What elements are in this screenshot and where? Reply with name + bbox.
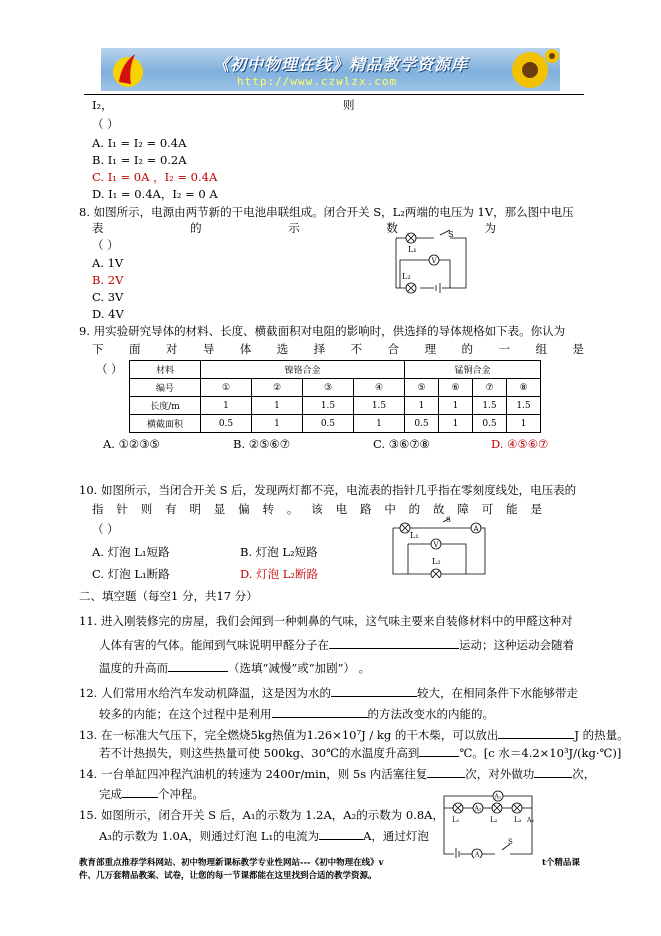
q15-fig-label-a3: A₃ [527,817,534,824]
q7-option-d: D. I₁ = 0.4A，I₂ = 0 A [92,187,218,201]
q15-fig-label-l1: L₁ [452,816,460,824]
table-cell: ⑧ [507,379,541,397]
q15-fig-label-l3: L₃ [514,816,522,824]
table-row [130,415,541,433]
q10-option-a: A. 灯泡 L₁短路 [92,545,170,559]
table-cell: ⑥ [439,379,473,397]
q14-line2: 完成 个冲程。 [99,787,204,801]
table-cell: 0.5 [405,415,439,433]
table-cell: 1.5 [354,397,405,415]
q12-blank-1[interactable] [331,685,417,697]
q8-paren: （ ） [92,238,119,252]
banner-url: http://www.czwlzx.com [237,75,398,88]
q8-circuit-diagram [392,228,472,300]
q10-fig-label-v: V [433,541,439,549]
q15-line2: A₃的示数为 1.0A，则通过灯泡 L₁的电流为 A，通过灯泡 [99,829,429,843]
footer-line1: 教育部重点推荐学科网站、初中物理新课标教学专业性网站---《初中物理在线》v [79,858,384,868]
table-cell: 1.5 [303,397,354,415]
q10-option-c: C. 灯泡 L₁断路 [92,567,170,581]
q14-blank-3[interactable] [122,786,158,798]
table-row [130,397,541,415]
footer-line1-tail: t个精品课 [542,858,580,868]
q10-option-d: D. 灯泡 L₂断路 [240,567,319,581]
q9-option-b: B. ②⑤⑥⑦ [233,437,291,451]
table-cell: 1 [252,397,303,415]
q15-fig-label-s: S [508,838,513,846]
q8-option-a: A. 1V [92,256,124,270]
table-cell: 0.5 [201,415,252,433]
q12-line2: 较多的内能；在这个过程中是利用 的方法改变水的内能的。 [99,707,494,721]
q10-fig-label-s: S [446,516,451,524]
table-row [130,361,541,379]
table-cell: 1.5 [473,397,507,415]
q9-option-d: D. ④⑤⑥⑦ [491,437,549,451]
conductor-spec-table [129,360,541,433]
table-cell: ⑦ [473,379,507,397]
table-cell: 0.5 [473,415,507,433]
table-row-label: 编号 [130,379,201,397]
q12-blank-2[interactable] [272,706,368,718]
table-cell: 1 [507,415,541,433]
footer-line2: 件、几万套精品教案、试卷，让您的每一节课都能在这里找到合适的教学资源。 [79,871,377,881]
q10-paren: （ ） [92,522,119,536]
q8-option-d: D. 4V [92,307,124,321]
table-cell: ② [252,379,303,397]
q10-option-b: B. 灯泡 L₂短路 [240,545,318,559]
table-cell: 1 [354,415,405,433]
q14-blank-1[interactable] [427,766,465,778]
table-cell: ① [201,379,252,397]
q7-top-left: I₂， [92,98,113,112]
q7-option-a: A. I₁ = I₂ = 0.4A [92,136,187,150]
q8-stem-line2: 表 的 示 数 为 [92,221,496,235]
q9-paren: （ ） [96,362,123,376]
sunflower-icon [490,48,560,91]
header-banner [101,48,560,91]
q11-line3: 温度的升高而 （选填“减慢”或“加剧”） 。 [99,661,371,675]
q9-stem-line2: 下 面 对 导 体 选 择 不 合 理 的 一 组 是 [92,342,584,356]
table-header-cell: 锰铜合金 [405,361,541,379]
table-row [130,379,541,397]
q12-line1: 12. 人们常用水给汽车发动机降温，这是因为水的 较大，在相同条件下水能够带走 [79,686,578,700]
q8-fig-label-s: S [448,230,454,239]
q11-line2: 人体有害的气体。能闻到气味说明甲醛分子在 运动；这种运动会随着 [99,638,574,652]
q7-top-right: 则 [343,98,355,112]
section-2-title: 二、填空题（每空1 分，共17 分） [79,589,258,603]
q8-option-c: C. 3V [92,290,124,304]
q8-stem: 8. 如图所示，电源由两节新的干电池串联组成。闭合开关 S，L₂两端的电压为 1V，那么图中电压 [79,205,574,219]
q7-option-c: C. I₁ = 0A ，I₂ = 0.4A [92,170,218,184]
q13-blank-1[interactable] [498,727,574,739]
banner-title: 《初中物理在线》精品教学资源库 [213,55,469,74]
q7-option-b: B. I₁ = I₂ = 0.2A [92,153,187,167]
q10-fig-label-a: A [473,525,479,533]
q14-line1: 14. 一台单缸四冲程汽油机的转速为 2400r/min，则 5s 内活塞往复 次，对外做功 次， [79,767,596,781]
q13-line2: 若不计热损失，则这些热量可使 500kg、30℃的水温度升高到 ℃。[c 水＝4.2×10³J/(kg·℃)] [99,746,622,760]
table-cell: 1 [201,397,252,415]
q9-option-c: C. ③⑥⑦⑧ [373,437,430,451]
logo-icon [107,48,149,91]
q9-option-a: A. ①②③⑤ [103,437,160,451]
table-cell: ④ [354,379,405,397]
q10-stem-line2: 指 针 则 有 明 显 偏 转 。 该 电 路 中 的 故 障 可 能 是 [92,502,542,516]
q15-circuit-diagram [440,790,540,858]
table-cell: 1 [439,415,473,433]
q10-circuit-diagram [388,516,488,578]
q13-line1: 13. 在一标准大气压下，完全燃烧5kg热值为1.26×10⁷J / kg 的干木柴，可以放出 J 的热量。 [79,728,629,742]
table-row-label: 长度/m [130,397,201,415]
table-header-cell: 镍铬合金 [201,361,405,379]
q8-fig-label-v: V [431,257,437,265]
q15-line1: 15. 如图所示，闭合开关 S 后，A₁的示数为 1.2A，A₂的示数为 0.8A， [79,808,444,822]
q8-fig-label-l2: L₂ [402,272,411,281]
q13-blank-2[interactable] [419,745,459,757]
header-rule [84,94,584,95]
table-cell: 0.5 [303,415,354,433]
q15-fig-label-a: A [475,851,480,858]
table-cell: 1 [252,415,303,433]
table-cell: 1.5 [507,397,541,415]
q15-fig-label-a2: A₂ [474,805,482,813]
q11-line1: 11. 进入刚装修完的房屋，我们会闻到一种刺鼻的气味，这气味主要来自装修材料中的甲醛这种对 [79,614,573,628]
q10-fig-label-l2: L₂ [432,557,441,566]
q10-stem: 10. 如图所示，当闭合开关 S 后，发现两灯都不亮，电流表的指针几乎指在零刻度线处，电压表的 [79,483,577,497]
q9-stem: 9. 用实验研究导体的材料、长度、横截面积对电阻的影响时，供选择的导体规格如下表。你认为 [79,324,566,338]
q15-fig-label-l2: L₂ [490,816,498,824]
q14-blank-2[interactable] [534,766,572,778]
table-cell: ③ [303,379,354,397]
q11-blank-1[interactable] [329,637,459,649]
table-cell: 1 [405,397,439,415]
table-row-label: 横截面积 [130,415,201,433]
q8-option-b: B. 2V [92,273,124,287]
q15-blank-1[interactable] [319,828,363,840]
table-header-cell: 材料 [130,361,201,379]
q15-fig-label-a1: A₁ [494,793,502,801]
q11-blank-2[interactable] [168,660,228,672]
q7-paren: （ ） [92,117,119,131]
q8-fig-label-l1: L₁ [408,245,417,254]
table-cell: 1 [439,397,473,415]
q10-fig-label-l1: L₁ [410,531,419,540]
table-cell: ⑤ [405,379,439,397]
